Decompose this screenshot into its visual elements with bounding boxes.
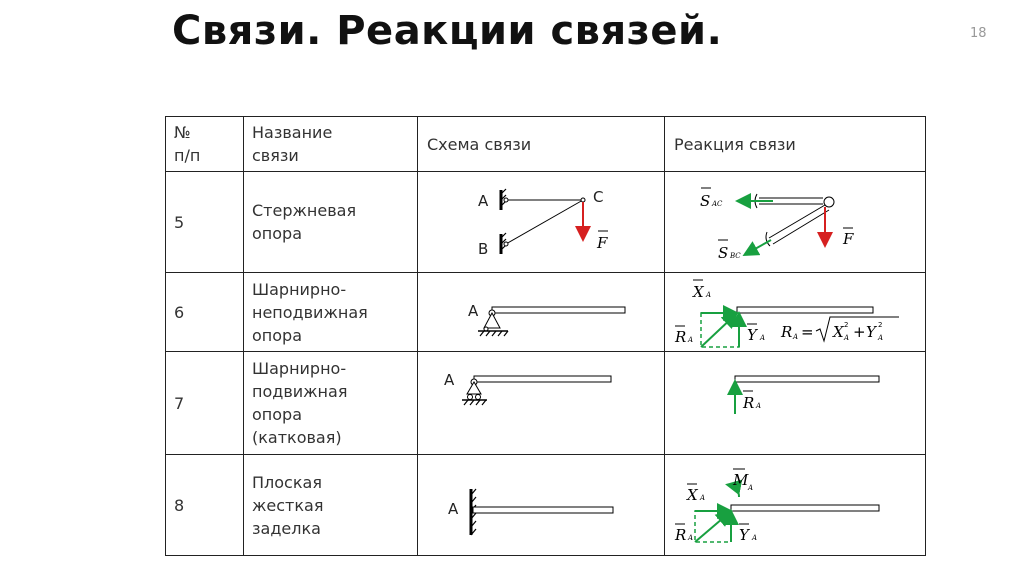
label-r-sub: A xyxy=(688,534,694,542)
eq-y: Y xyxy=(866,323,876,341)
roller-support-scheme xyxy=(426,352,656,454)
eq-r-sub: A xyxy=(793,333,799,341)
page-number: 18 xyxy=(970,26,987,41)
row-number: 8 xyxy=(166,455,244,556)
label-y: Y xyxy=(747,326,757,344)
table-row xyxy=(166,352,926,455)
eq-x-sq: 2 xyxy=(844,321,849,329)
row-name-text: Шарнирно- подвижная опора (катковая) xyxy=(252,359,348,447)
header-scheme-text: Схема связи xyxy=(427,134,532,154)
label-m-sub: A xyxy=(748,484,754,492)
row-name xyxy=(244,172,418,273)
label-x-sub: A xyxy=(706,291,712,299)
row-scheme xyxy=(418,455,665,556)
eq-x-sub: A xyxy=(844,334,850,342)
table-row xyxy=(166,455,926,556)
fixed-support-reaction xyxy=(673,455,917,555)
row-number: 5 xyxy=(166,172,244,273)
row-scheme xyxy=(418,273,665,352)
header-number xyxy=(166,117,244,172)
row-name-text: Плоская жесткая заделка xyxy=(252,472,324,538)
row-reaction xyxy=(665,352,926,455)
label-f: F xyxy=(597,234,608,252)
label-m: M xyxy=(733,471,749,489)
pinned-support-scheme xyxy=(426,273,656,351)
row-reaction xyxy=(665,455,926,556)
label-r-sub: A xyxy=(688,336,694,344)
row-number: 6 xyxy=(166,273,244,352)
label-s-ac: S xyxy=(700,192,711,210)
row-name-text: Шарнирно- неподвижная опора xyxy=(252,279,368,345)
roller-support-reaction xyxy=(673,352,917,454)
eq-r: R xyxy=(781,323,793,341)
label-c: C xyxy=(593,188,604,206)
label-r: R xyxy=(675,328,687,346)
header-reaction xyxy=(665,117,926,172)
header-scheme xyxy=(418,117,665,172)
label-f-reaction: F xyxy=(843,230,854,248)
label-r: R xyxy=(743,394,755,412)
fixed-support-scheme xyxy=(426,455,656,555)
eq-sign: = xyxy=(801,323,814,341)
header-name xyxy=(244,117,418,172)
label-x-sub: A xyxy=(700,494,706,502)
eq-x: X xyxy=(833,323,844,341)
eq-plus: + xyxy=(853,323,866,341)
label-y: Y xyxy=(739,526,749,544)
label-a: A xyxy=(444,371,455,389)
row-scheme xyxy=(418,172,665,273)
row-scheme xyxy=(418,352,665,455)
row-reaction xyxy=(665,172,926,273)
header-name-text: Название связи xyxy=(252,123,333,165)
table-row xyxy=(166,172,926,273)
row-name xyxy=(244,352,418,455)
label-s-ac-sub: AC xyxy=(712,200,723,208)
label-a: A xyxy=(468,302,479,320)
rod-support-scheme xyxy=(426,172,656,272)
label-x: X xyxy=(687,486,698,504)
row-name-text: Стержневая опора xyxy=(252,201,357,243)
eq-y-sq: 2 xyxy=(878,321,883,329)
label-a: A xyxy=(448,500,459,518)
label-r: R xyxy=(675,526,687,544)
slide-title: Связи. Реакции связей. xyxy=(172,8,723,54)
label-b: B xyxy=(478,240,489,258)
label-s-bc-sub: BC xyxy=(730,252,741,260)
rod-support-reaction xyxy=(673,172,917,272)
label-y-sub: A xyxy=(760,334,766,342)
label-s-bc: S xyxy=(718,244,729,262)
label-y-sub: A xyxy=(752,534,758,542)
label-x: X xyxy=(693,283,704,301)
row-name xyxy=(244,455,418,556)
row-reaction xyxy=(665,273,926,352)
label-a: A xyxy=(478,192,489,210)
label-r-sub: A xyxy=(756,402,762,410)
header-reaction-text: Реакция связи xyxy=(674,134,796,154)
table-row xyxy=(166,273,926,352)
pinned-support-reaction xyxy=(673,273,917,351)
header-number-text: № п/п xyxy=(174,123,201,165)
connections-table xyxy=(165,116,926,556)
row-name xyxy=(244,273,418,352)
row-number: 7 xyxy=(166,352,244,455)
eq-y-sub: A xyxy=(878,334,884,342)
table-header-row xyxy=(166,117,926,172)
